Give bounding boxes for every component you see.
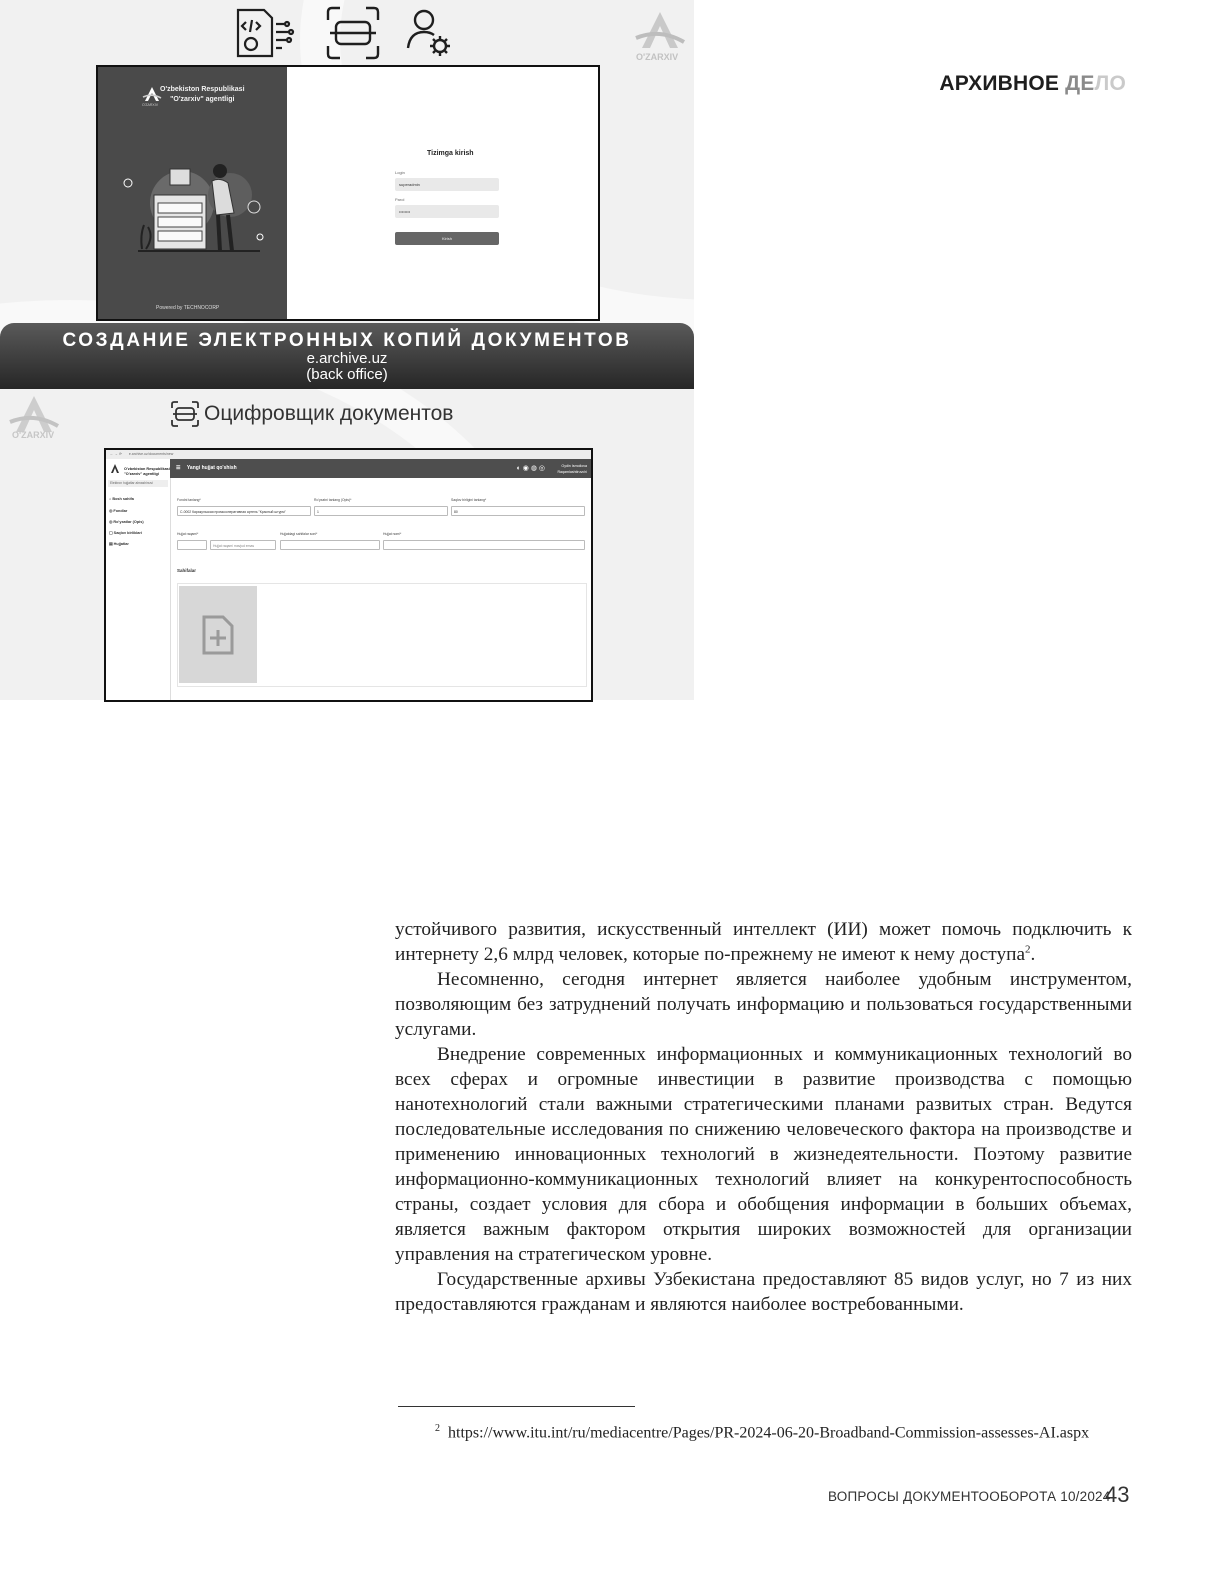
header-word-1: АРХИВНОЕ [939,72,1060,95]
browser-url-bar [106,450,591,459]
user-role: Raqamlashtiruvchi [557,470,587,474]
sidebar-search[interactable]: Elektron hujjatlar almashinuvi [108,480,168,487]
banner-subtitle: (back office) [306,366,388,383]
topbar-icons[interactable]: ◐ ◉ ◍ ◎ [516,465,545,472]
sidebar-brand-line1: O'zbekiston Respublikasi [124,467,170,471]
app-screenshot [104,448,593,700]
login-form-panel [287,67,598,319]
docname-input[interactable] [383,540,585,550]
unit-select[interactable]: 80 [451,506,585,516]
fond-select[interactable]: С-0002 Каракульская промкооперативная артель "Красный штурм" [177,506,311,516]
paragraph-1-text: устойчивого развития, искусственный интеллект (ИИ) может помочь подключить к интернету 2,6 млрд человек, которые по-прежнему не имеют к нему доступа [395,919,1132,965]
footnote-marker: 2 [435,1423,440,1434]
login-field[interactable]: superadmin [395,178,499,191]
paragraph-2: Несомненно, сегодня интернет является наиболее удобным инструментом, позволяющим без затруднений получать информацию и пользоваться государственными услугами. [395,969,1132,1040]
app-topbar [170,459,591,478]
docnum-status-input[interactable]: Hujjat raqami mavjud emas [210,540,276,550]
page-number: 43 [1105,1482,1130,1507]
scan-icon [328,8,378,58]
digitizer-title-text: Оцифровщик документов [204,402,454,425]
login-brand-panel [98,67,287,319]
feature-icons [230,4,470,62]
watermark-text: O'ZARXIV [12,430,55,440]
illustration-figure [0,0,694,700]
add-page-button[interactable] [179,586,257,683]
header-word-2: ДЕЛО [1065,72,1126,95]
powered-by-label: Powered by TECHNOCORP [156,305,220,311]
browser-url[interactable]: e.archive.uz/documents/new [128,452,174,456]
user-name: Oydin Ismoilova [561,464,587,468]
add-file-icon [201,614,235,656]
journal-name: ВОПРОСЫ ДОКУМЕНТООБОРОТА 10/2024 [828,1489,1111,1504]
logo-caption: O'ZARXIV [142,103,159,107]
footnote-link[interactable]: https://www.itu.int/ru/mediacentre/Pages/PR-2024-06-20-Broadband-Commission-assesses-AI.aspx [448,1424,1090,1442]
footnote [395,1417,1132,1444]
paragraph-1 [395,917,1132,967]
docnum-label: Hujjat raqami* [177,532,199,536]
archive-illustration-icon [120,155,270,255]
login-screenshot [96,65,600,321]
unit-label: Saqlov birligini tanlang* [451,498,487,502]
footnote-divider [398,1406,635,1407]
page-title: Yangi hujjat qo'shish [186,465,237,471]
sidebar-item-documents[interactable]: ▤ Hujjatlar [109,542,129,546]
digitizer-title [170,400,453,428]
login-form-title: Tizimga kirish [427,150,474,157]
user-settings-icon [408,11,450,56]
pages-count-input[interactable] [280,540,380,550]
docname-label: Hujjat nomi* [383,532,402,536]
sidebar-brand-line2: "O'zarxiv" agentligi [124,472,159,476]
user-info[interactable] [557,459,587,475]
menu-icon[interactable]: ☰ [176,465,181,471]
footnote-ref: 2 [1025,943,1031,956]
code-settings-icon [238,10,293,56]
ozarxiv-logo-icon [142,85,162,105]
sidebar-brand [124,467,170,477]
org-name-line2: "O'zarxiv" agentligi [170,96,235,103]
scan-icon [170,400,200,428]
paragraph-4: Государственные архивы Узбекистана предоставляют 85 видов услуг, но 7 из них предоставляются гражданам и являются наиболее востребованными. [395,1269,1132,1315]
watermark-text: O'ZARXIV [636,52,679,62]
pages-count-label: Hujjatdagi sahifalar soni* [280,532,318,536]
title-banner [0,323,694,389]
browser-nav-icons: ← → ⟳ [110,452,122,456]
org-name-line1: O'zbekiston Respublikasi [160,86,245,93]
login-submit-button[interactable]: Kirish [395,232,499,245]
banner-title: СОЗДАНИЕ ЭЛЕКТРОННЫХ КОПИЙ ДОКУМЕНТОВ [62,330,632,351]
sidebar-item-funds[interactable]: ◎ Fondlar [109,509,128,513]
app-sidebar [106,459,171,700]
opis-label: Ro'yxatni tanlang (Opis)* [314,498,352,502]
docnum-input[interactable] [177,540,207,550]
fond-label: Fondni tanlang* [177,498,201,502]
sidebar-item-label: Ro'yxatlar (Opis) [113,520,144,524]
password-label: Parol [395,197,405,202]
sidebar-item-label: Fondlar [113,509,128,513]
sidebar-item-label: Saqlov birliklari [113,531,142,535]
article-body [395,917,1132,1317]
paragraph-3: Внедрение современных информационных и коммуникационных технологий во всех сферах и огромные инвестиции в развитие производства с помощью нанотехнологий стали важными стратегическими планами развитых стран. Ведутся последовательные исследования по снижению человеческого фактора на производстве и применению инновационных технологий в жизнедеятельности. Поэтому развитие информационно-коммуникационных технологий влияет на конкурентоспособность страны, создает условия для сбора и обобщения информации в больших объемах, является важным фактором открытия широких возможностей для организации управления на стратегическом уровне. [395,1044,1132,1265]
password-field[interactable]: •••••••• [395,205,499,218]
pages-section-title: Sahifalar [177,568,197,573]
ozarxiv-logo-icon [109,463,121,475]
sidebar-item-label: Bosh sahifa [112,497,134,501]
sidebar-item-label: Hujjatlar [113,542,129,546]
sidebar-item-inventories[interactable]: ◎ Ro'yxatlar (Opis) [109,520,144,524]
sidebar-item-home[interactable]: ⌂ Bosh sahifa [109,497,134,501]
opis-select[interactable]: 1 [314,506,448,516]
paragraph-1-end: . [1030,944,1036,965]
login-label: Login [395,170,405,175]
banner-url: e.archive.uz [306,350,388,367]
sidebar-item-storage-units[interactable]: ▢ Saqlov birliklari [109,531,142,535]
